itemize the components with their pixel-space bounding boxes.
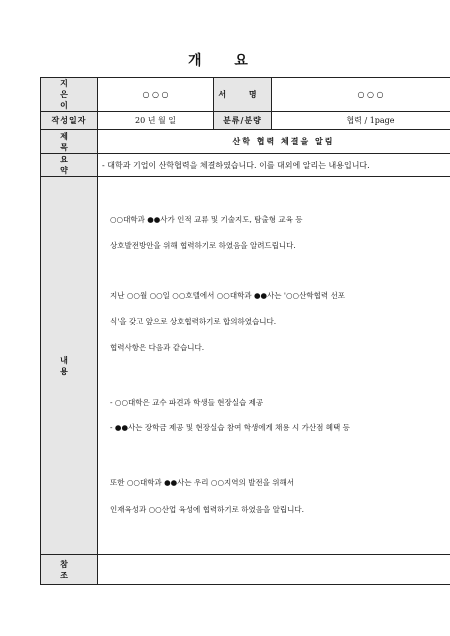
category-value[interactable]: 협력 / 1page xyxy=(272,112,450,130)
content-row xyxy=(41,177,450,555)
author-row xyxy=(41,78,450,112)
summary-label: 요 약 xyxy=(41,154,98,177)
content-line: 인재육성과 ○○산업 육성에 협력하기로 하였음을 알립니다. xyxy=(110,505,305,514)
reference-value[interactable] xyxy=(98,555,450,585)
content-line: 상호발전방안을 위해 협력하기로 하였음을 알려드립니다. xyxy=(110,241,296,250)
content-line: 또한 ○○대학과 ●●사는 우리 ○○지역의 발전을 위해서 xyxy=(110,478,294,487)
category-label: 분류/분량 xyxy=(214,112,272,130)
content-line: 협력사항은 다음과 같습니다. xyxy=(110,343,205,352)
signature-label: 서 명 xyxy=(214,78,272,112)
content-body[interactable] xyxy=(98,177,450,555)
date-label: 작성일자 xyxy=(41,112,98,130)
subject-row xyxy=(41,130,450,154)
content-line: 지난 ○○월 ○○일 ○○호텔에서 ○○대학과 ●●사는 '○○산학협력 선포 xyxy=(110,291,345,300)
reference-row xyxy=(41,555,450,585)
summary-table xyxy=(40,77,450,585)
reference-label: 참 조 xyxy=(41,555,98,585)
author-value[interactable]: ○ ○ ○ xyxy=(98,78,214,112)
content-line: - ○○대학은 교수 파견과 학생들 현장실습 제공 xyxy=(110,398,264,407)
document-title: 개 요 xyxy=(188,53,262,69)
summary-row xyxy=(41,154,450,177)
content-label: 내 용 xyxy=(41,177,98,555)
summary-value[interactable]: - 대학과 기업이 산학협력을 체결하였습니다. 이를 대외에 알리는 내용입니다. xyxy=(98,154,450,177)
date-row xyxy=(41,112,450,130)
date-value[interactable]: 20 년 월 일 xyxy=(98,112,214,130)
subject-label: 제 목 xyxy=(41,130,98,154)
content-line: ○○대학과 ●●사가 인적 교류 및 기술지도, 탐출형 교육 등 xyxy=(110,215,303,224)
signature-value[interactable]: ○ ○ ○ xyxy=(272,78,450,112)
subject-value[interactable]: 산학 협력 체결을 알림 xyxy=(98,130,450,154)
content-line: 식'을 갖고 앞으로 상호협력하기로 합의하였습니다. xyxy=(110,317,277,326)
content-line: - ●●사는 장학금 제공 및 현장실습 참여 학생에게 채용 시 가산점 혜택 등 xyxy=(110,423,350,432)
author-label: 지 은 이 xyxy=(41,78,98,112)
content-lines xyxy=(102,177,450,554)
